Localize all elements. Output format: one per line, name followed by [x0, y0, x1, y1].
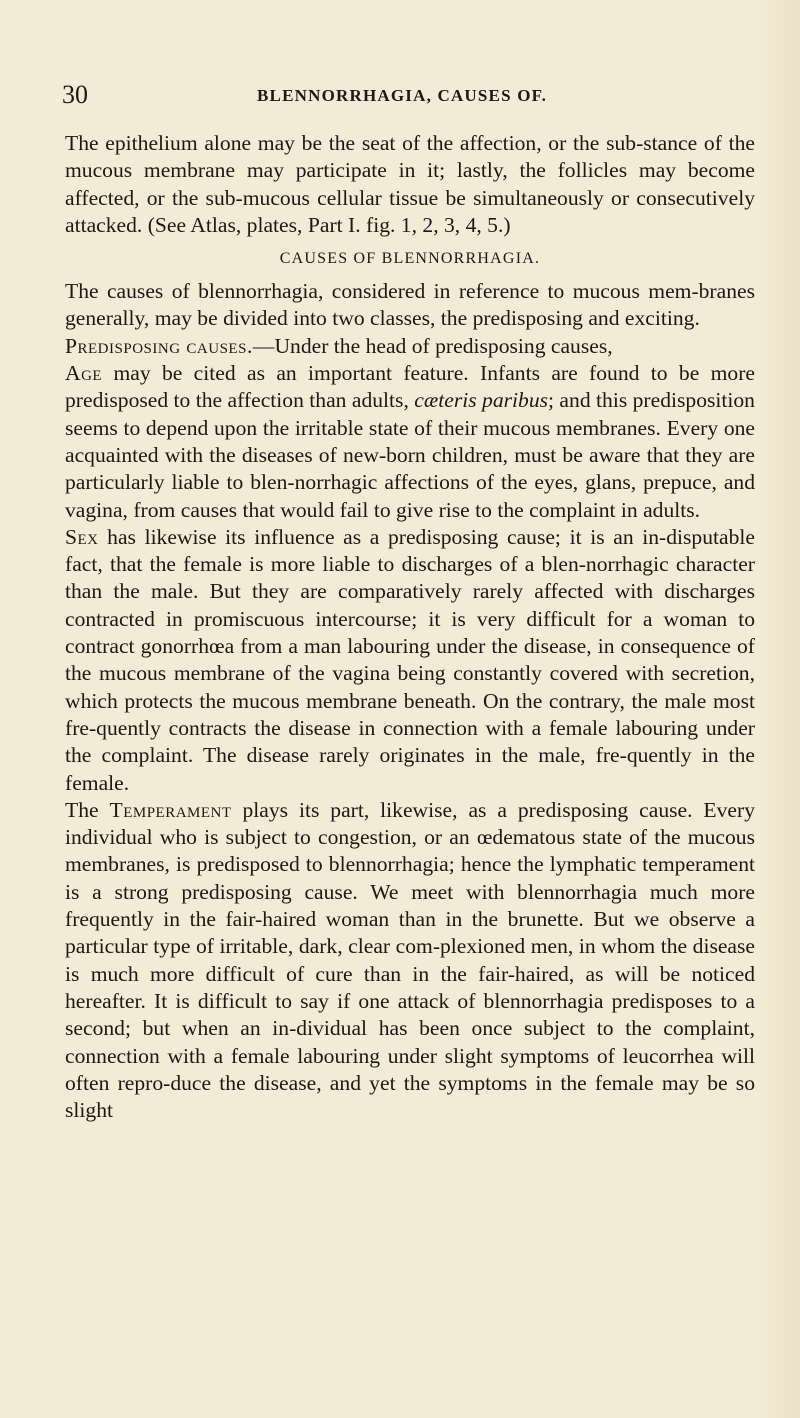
paragraph-epithelium: The epithelium alone may be the seat of the affection, or the sub-stance of the mucous membrane may participate in it; lastly, the follicles may become affected, or the sub-mucous cellular tissue be simultaneously or consecutively attacked. (See Atlas, plates, Part I. fig. 1, 2, 3, 4, 5.)	[65, 131, 755, 237]
paragraph-predisposing-causes	[65, 333, 755, 524]
temperament-text: plays its part, likewise, as a predisposing cause. Every individual who is subject to congestion, or an œdematous state of the mucous membranes, is predisposed to blennorrhagia; hence the lymphatic temperament is a strong predisposing cause. We meet with blennorrhagia much more frequently in the fair-haired woman than in the brunette. But we observe a particular type of irritable, dark, clear com-plexioned men, in whom the disease is much more difficult of cure than in the fair-haired, as will be noticed hereafter. It is difficult to say if one attack of blennorrhagia predisposes to a second; but when an in-dividual has been once subject to the complaint, connection with a female labouring under slight symptoms of leucorrhea will often repro-duce the disease, and yet the symptoms in the female may be so slight	[65, 797, 755, 1123]
temperament-the: The	[65, 797, 110, 822]
paragraph-temperament	[65, 797, 755, 1125]
page-edge-shading	[760, 0, 800, 1418]
predisposing-causes-lead: Predisposing causes.	[65, 333, 253, 358]
caeteris-paribus-italic: cæteris paribus	[414, 388, 549, 413]
section-heading: CAUSES OF BLENNORRHAGIA.	[279, 250, 541, 268]
predisposing-text-b: may be cited as an important feature. Infants are found to be more predisposed to the affection than adults,	[65, 361, 755, 413]
page-header	[62, 80, 752, 110]
predisposing-text-c: ; and this predisposition seems to depend upon the irritable state of their mucous membranes. Every one acquainted with the diseases of new-born children, must be aware that they are particularly liable to blen-norrhagic affections of the eyes, glans, prepuce, and vagina, from causes that would fail to give rise to the complaint in adults.	[65, 388, 755, 522]
paragraph-sex	[65, 524, 755, 797]
sex-text: has likewise its influence as a predisposing cause; it is an in-disputable fact, that the female is more liable to discharges of a blen-norrhagic character than the male. But they are comparatively rarely affected with discharges contracted in promiscuous intercourse; it is very difficult for a woman to contract gonorrhœa from a man labouring under the disease, in consequence of the mucous membrane of the vagina being constantly covered with secretion, which protects the mucous membrane beneath. On the contrary, the male most fre-quently contracts the disease in connection with a female labouring under the complaint. The disease rarely originates in the male, fre-quently in the female.	[65, 524, 755, 795]
age-term: Age	[65, 361, 103, 386]
sex-term: Sex	[65, 524, 99, 549]
temperament-term: Temperament	[109, 797, 232, 822]
predisposing-text-a: —Under the head of predisposing causes,	[252, 333, 613, 358]
body-text	[65, 130, 755, 1124]
paragraph-causes-intro: The causes of blennorrhagia, considered in reference to mucous mem-branes generally, may be divided into two classes, the predisposing and exciting.	[65, 279, 755, 331]
running-head: BLENNORRHAGIA, CAUSES OF.	[257, 86, 548, 105]
page-number: 30	[62, 80, 88, 109]
